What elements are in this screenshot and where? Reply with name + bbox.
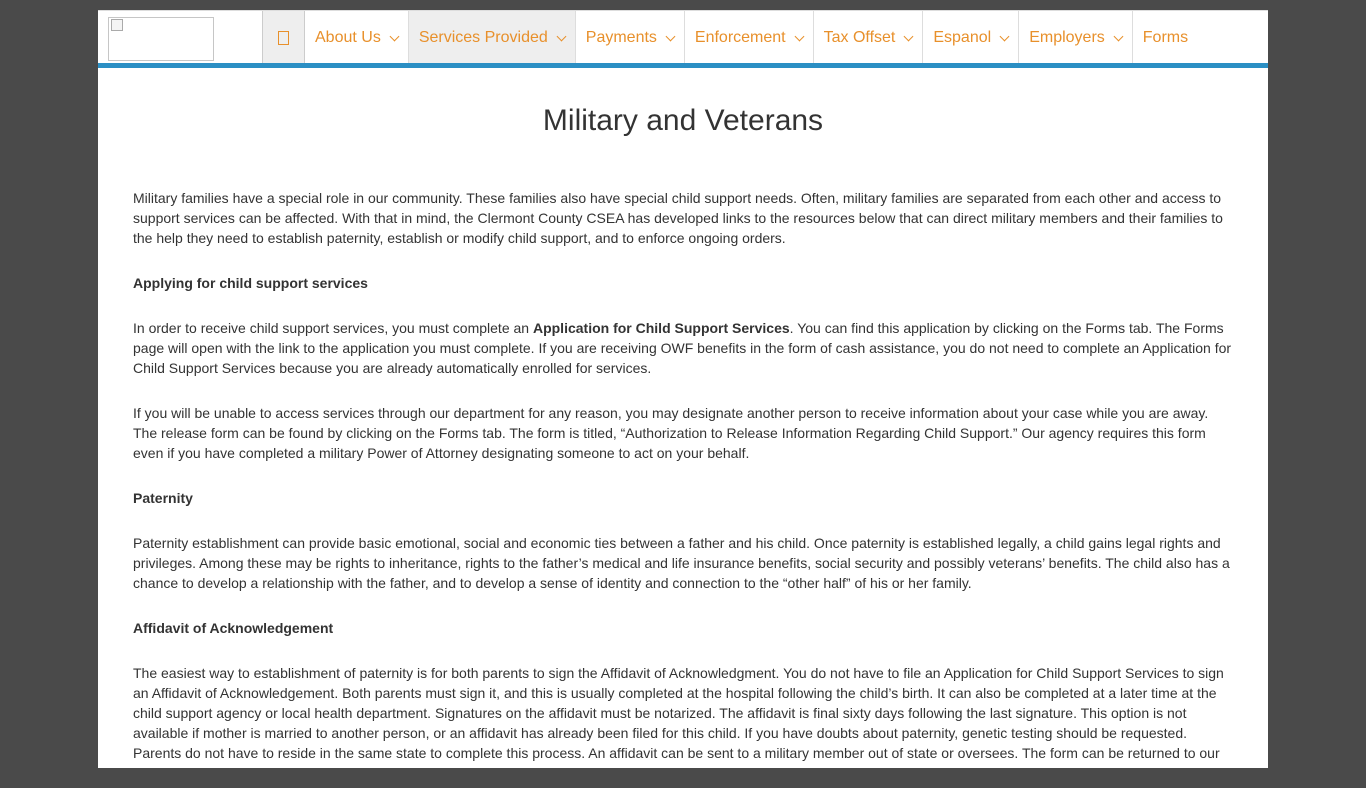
nav-tax-offset-label: Tax Offset xyxy=(823,29,896,46)
article-body xyxy=(133,188,1233,788)
nav-about-us[interactable] xyxy=(305,11,409,65)
paternity-paragraph: Paternity establishment can provide basic emotional, social and economic ties between a father and his child. Once paternity is established legally, a child gains legal rights and privileges. Among these may be rights to inheritance, rights to the father’s medical and life insurance benefits, social security and possibly veterans’ benefits. The child also has a chance to develop a relationship with the father, and to develop a sense of identity and connection to the “other half” of his or her family. xyxy=(133,535,1230,591)
affidavit-heading: Affidavit of Acknowledgement xyxy=(133,620,334,636)
applying-p1-text-before: In order to receive child support services, you must complete an xyxy=(133,320,533,336)
nav-accent-bar xyxy=(98,63,1268,68)
applying-paragraph-2: If you will be unable to access services through our department for any reason, you may designate another person to receive information about your case while you are away. The release form can be found by clicking on the Forms tab. The form is titled, “Authorization to Release Information Regarding Child Support.” Our agency requires this form even if you have completed a military Power of Attorney designating someone to act on your behalf. xyxy=(133,405,1209,461)
nav-tax-offset[interactable] xyxy=(814,11,924,65)
nav-espanol-label: Espanol xyxy=(933,29,992,46)
broken-image-icon xyxy=(111,19,123,31)
nav-about-us-label: About Us xyxy=(315,29,381,46)
home-icon xyxy=(278,31,289,45)
nav-services-provided-label: Services Provided xyxy=(418,29,548,46)
nav-espanol[interactable] xyxy=(923,11,1019,65)
chevron-down-icon xyxy=(556,31,566,41)
nav-employers[interactable] xyxy=(1019,11,1133,65)
affidavit-paragraph: The easiest way to establishment of paternity is for both parents to sign the Affidavit of Acknowledgment. You do not have to file an Application for Child Support Services to sign an Affidavit of Acknowledgement. Both parents must sign it, and this is usually completed at the hospital following the child’s birth. It can also be completed at a later time at the child support agency or local health department. Signatures on the affidavit must be notarized. The affidavit is final sixty days following the last signature. This option is not available if mother is married to another person, or an affidavit has already been filed for this child. If you have doubts about paternity, genetic testing should be requested. Parents do not have to reside in the same state to complete this process. An affidavit can be sent to a military member out of state or oversees. The form can be returned to our xyxy=(133,665,1224,761)
home-button[interactable] xyxy=(262,11,305,65)
page-title: Military and Veterans xyxy=(542,104,824,137)
chevron-down-icon xyxy=(1000,31,1010,41)
chevron-down-icon xyxy=(665,31,675,41)
nav-payments[interactable] xyxy=(576,11,685,65)
intro-paragraph: Military families have a special role in our community. These families also have special child support needs. Often, military families are separated from each other and access to support services can be affected. With that in mind, the Clermont County CSEA has developed links to the resources below that can direct military members and their families to the help they need to establish paternity, establish or modify child support, and to enforce ongoing orders. xyxy=(133,190,1223,246)
nav-payments-label: Payments xyxy=(585,29,657,46)
chevron-down-icon xyxy=(904,31,914,41)
nav-employers-label: Employers xyxy=(1029,29,1105,46)
chevron-down-icon xyxy=(389,31,399,41)
logo-area xyxy=(98,11,262,64)
nav-forms[interactable] xyxy=(1133,11,1198,65)
site-logo[interactable] xyxy=(108,17,214,61)
chevron-down-icon xyxy=(794,31,804,41)
paternity-heading: Paternity xyxy=(133,490,193,506)
nav-services-provided[interactable] xyxy=(409,11,576,65)
application-name: Application for Child Support Services xyxy=(532,320,790,336)
nav-forms-label: Forms xyxy=(1142,29,1189,46)
nav-enforcement[interactable] xyxy=(685,11,814,65)
main-nav xyxy=(98,10,1268,65)
page-container xyxy=(98,10,1268,768)
nav-enforcement-label: Enforcement xyxy=(694,29,786,46)
chevron-down-icon xyxy=(1113,31,1123,41)
applying-heading: Applying for child support services xyxy=(133,275,368,291)
applying-paragraph-1 xyxy=(133,318,1233,378)
applying-p1-text-after: . You can find this application by clicking on the Forms tab. The Forms page will open with the link to the application you must complete. If you are receiving OWF benefits in the form of cash assistance, you do not need to complete an Application for Child Support Services because you are already automatically enrolled for services. xyxy=(133,320,1232,376)
